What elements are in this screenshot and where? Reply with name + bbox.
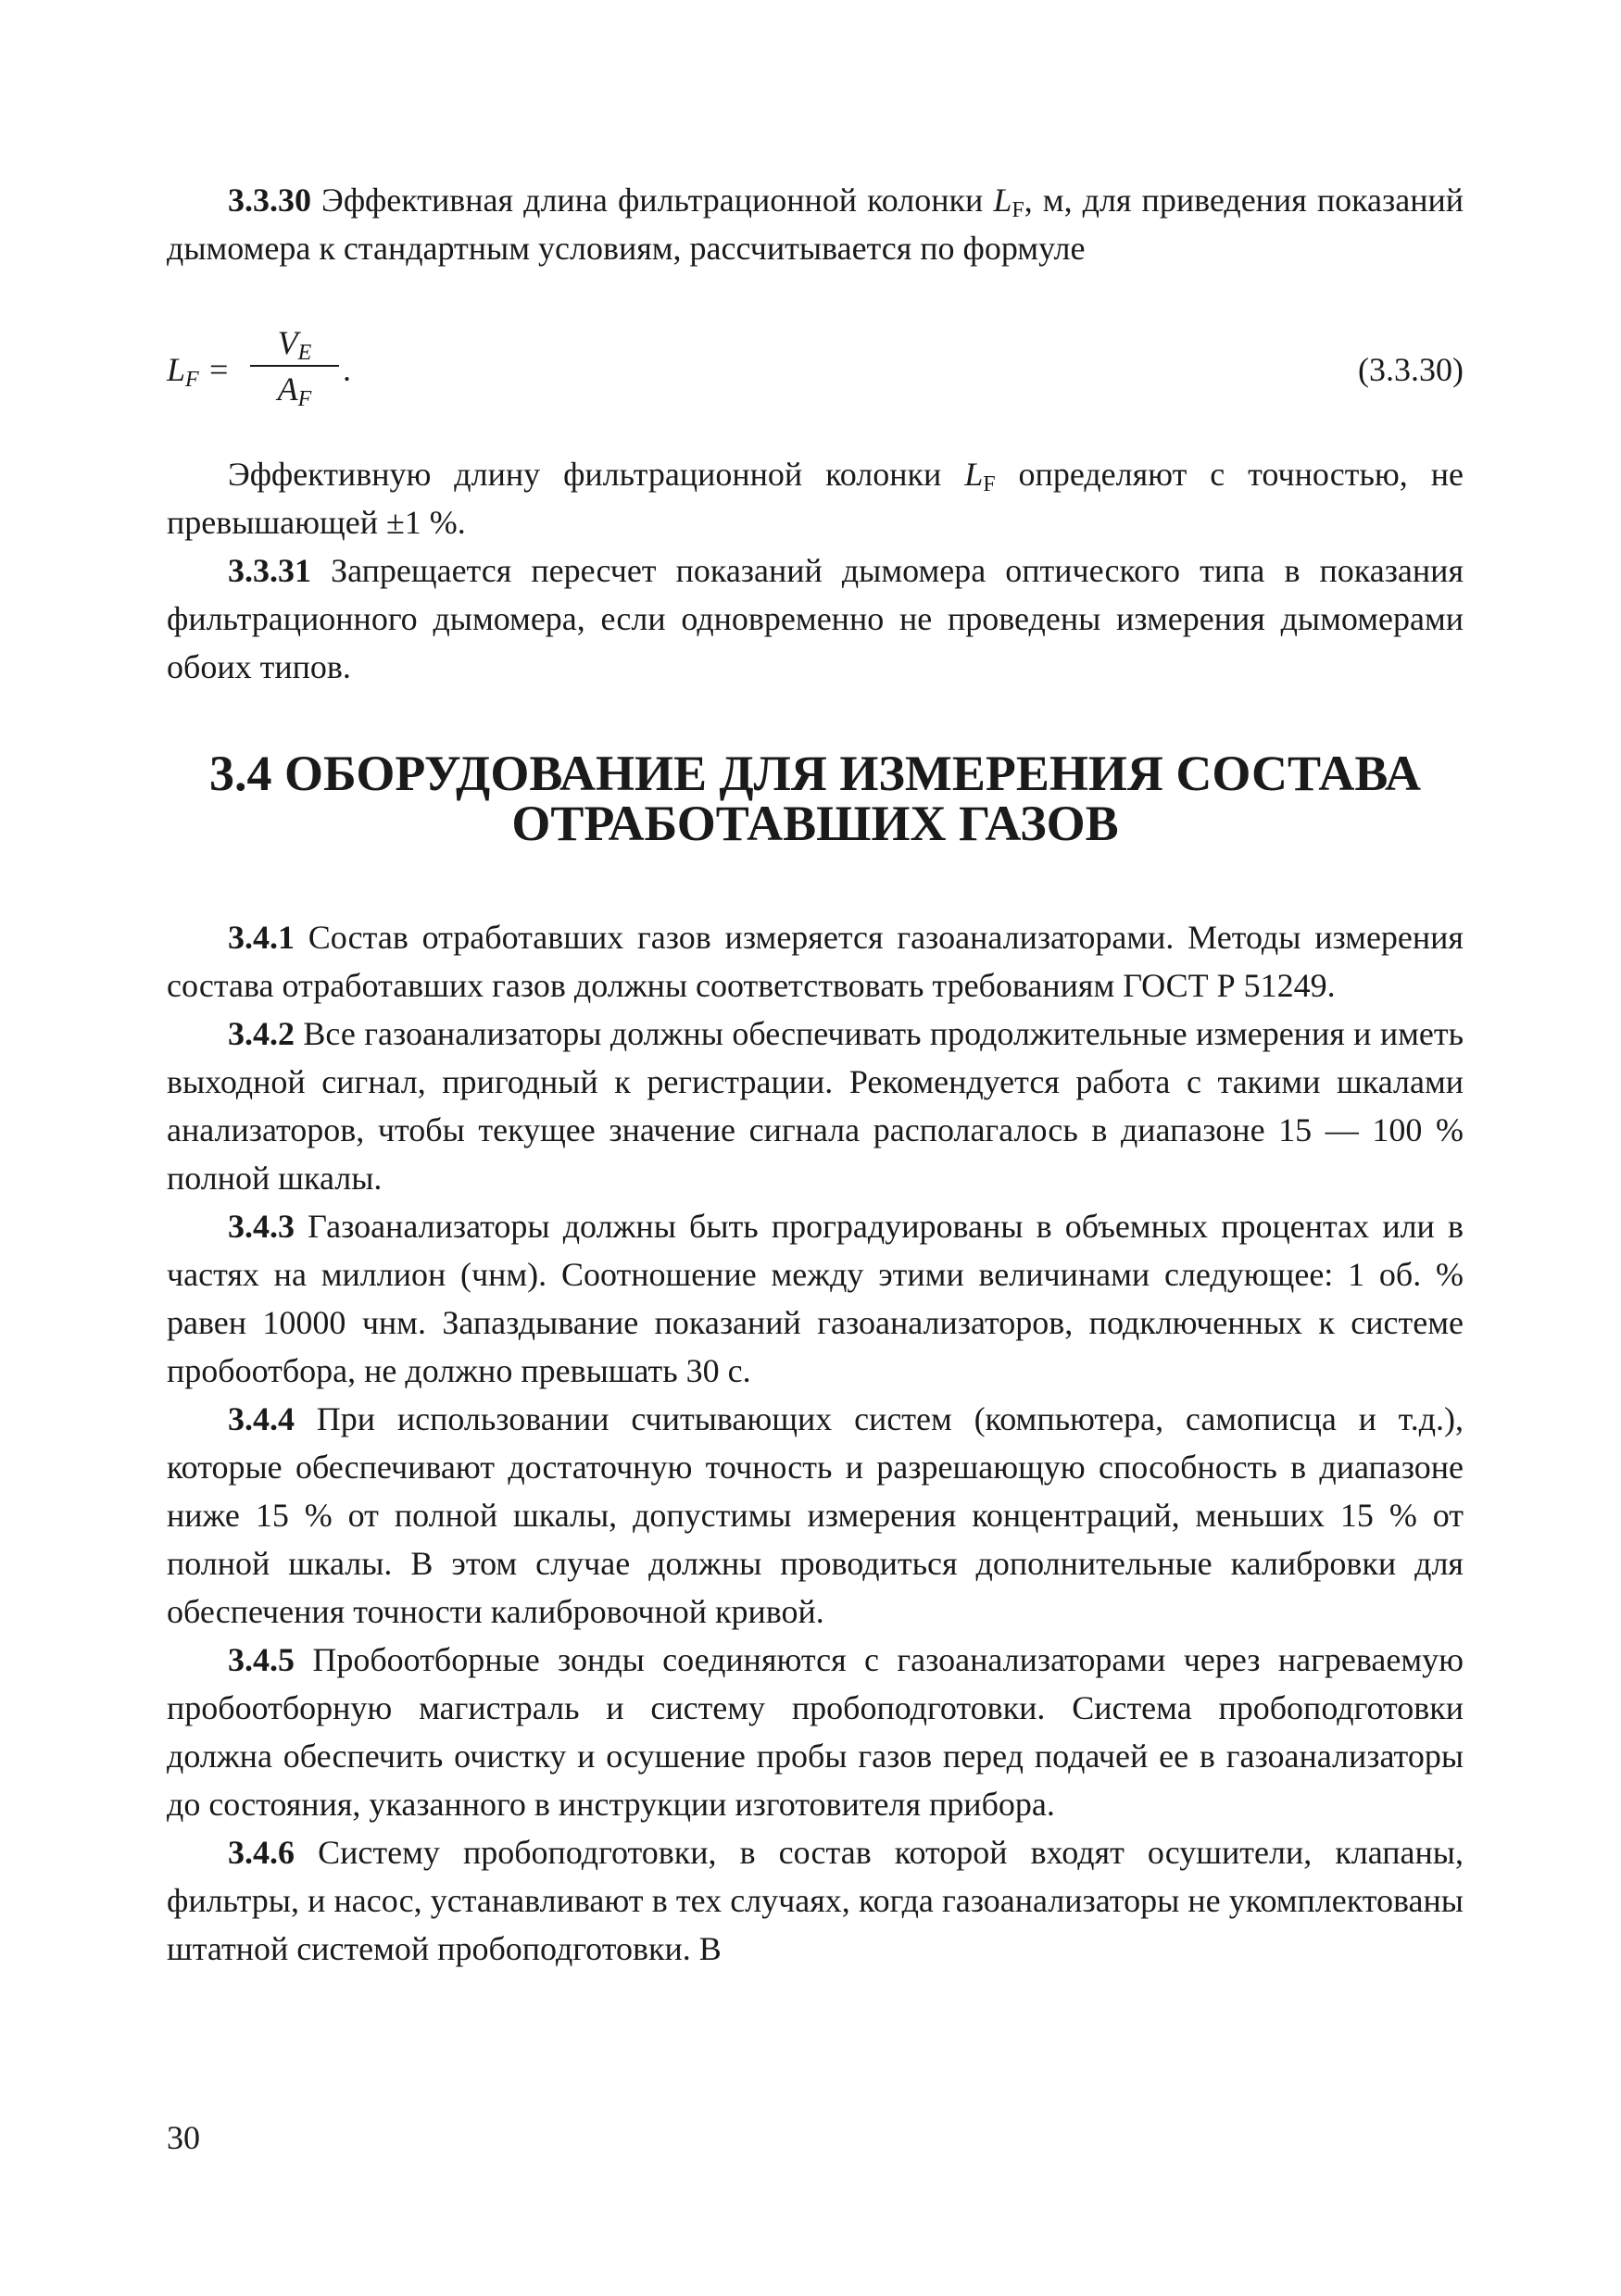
paragraph-3-4-3 <box>167 1202 1464 1395</box>
page-number: 30 <box>167 2119 200 2156</box>
paragraph-3-3-30 <box>167 176 1464 272</box>
equation-number: (3.3.30) <box>1358 351 1464 388</box>
heading-line-1: 3.4 ОБОРУДОВАНИЕ ДЛЯ ИЗМЕРЕНИЯ СОСТАВА <box>209 746 1421 801</box>
formula-numerator: $V_E$ <box>277 324 312 365</box>
paragraph-3-4-5 <box>167 1636 1464 1828</box>
formula-dot: . <box>343 351 351 388</box>
formula-fraction <box>250 322 339 409</box>
formula-3-3-30 <box>167 322 1464 415</box>
clause-number: 3.4.5 <box>228 1641 295 1678</box>
formula-lhs: $L_F$ = <box>167 351 230 392</box>
formula-denominator: $A_F$ <box>277 370 312 411</box>
clause-number: 3.4.2 <box>228 1015 295 1052</box>
paragraph-3-4-4 <box>167 1395 1464 1636</box>
paragraph-3-3-31 <box>167 546 1464 691</box>
clause-number: 3.4.3 <box>228 1208 295 1245</box>
clause-number: 3.4.4 <box>228 1400 295 1437</box>
var-l-sub: F <box>1012 198 1024 222</box>
paragraph-3-4-1 <box>167 913 1464 1010</box>
clause-text: Запрещается пересчет показаний дымомера оптического типа в показания фильтрационного дымомера, если одновременно не проведены измерения дымомерами обоих типов. <box>167 552 1464 685</box>
heading-line-2: ОТРАБОТАВШИХ ГАЗОВ <box>511 796 1119 851</box>
clause-number: 3.4.6 <box>228 1834 295 1871</box>
clause-text: Газоанализаторы должны быть проградуированы в объемных процентах или в частях на миллион (чнм). Соотношение между этими величинами следующее: 1 об. % равен 10000 чнм. Запаздывание показаний газоанализаторов, подключенных к системе пробоотбора, не должно превышать 30 с. <box>167 1208 1464 1389</box>
paragraph-3-4-2 <box>167 1010 1464 1202</box>
section-heading-3-4 <box>167 746 1464 851</box>
text-block-3-3 <box>167 450 1464 691</box>
paragraph-3-4-6 <box>167 1828 1464 1973</box>
clause-text: При использовании считывающих систем (компьютера, самописца и т.д.), которые обеспечивают достаточную точность и разрешающую способность в диапазоне ниже 15 % от полной шкалы, допустимы измерения концентраций, меньших 15 % от полной шкалы. В этом случае должны проводиться дополнительные калибровки для обеспечения точности калибровочной кривой. <box>167 1400 1464 1630</box>
clause-text: Состав отработавших газов измеряется газоанализаторами. Методы измерения состава отработавших газов должны соответствовать требованиям ГОСТ Р 51249. <box>167 919 1464 1004</box>
clause-text: Пробоотборные зонды соединяются с газоанализаторами через нагреваемую пробоотборную магистраль и систему пробоподготовки. Система пробоподготовки должна обеспечить очистку и осушение пробы газов перед подачей ее в газоанализаторы до состояния, указанного в инструкции изготовителя прибора. <box>167 1641 1464 1823</box>
clause-number: 3.3.30 <box>228 182 311 219</box>
paragraph-effective-length: Эффективную длину фильтрационной колонки $L_F$ определяют с точностью, не превышающей ±1 %. <box>167 456 1464 541</box>
clause-number: 3.3.31 <box>228 552 311 589</box>
clause-number: 3.4.1 <box>228 919 295 956</box>
fraction-bar <box>250 365 339 367</box>
clause-text: Все газоанализаторы должны обеспечивать продолжительные измерения и иметь выходной сигнал, пригодный к регистрации. Рекомендуется работа с такими шкалами анализаторов, чтобы текущее значение сигнала располагалось в диапазоне 15 — 100 % полной шкалы. <box>167 1015 1464 1197</box>
clause-text: Эффективная длина фильтрационной колонки <box>311 182 994 219</box>
clause-text-cont: , м, для приведения показаний дымомера к стандартным условиям, рассчитывается по формуле <box>167 182 1464 267</box>
var-l: L <box>993 182 1012 219</box>
text-block-3-4 <box>167 913 1464 1973</box>
clause-text: Систему пробоподготовки, в состав которой входят осушители, клапаны, фильтры, и насос, устанавливают в тех случаях, когда газоанализаторы не укомплектованы штатной системой пробоподготовки. В <box>167 1834 1464 1967</box>
